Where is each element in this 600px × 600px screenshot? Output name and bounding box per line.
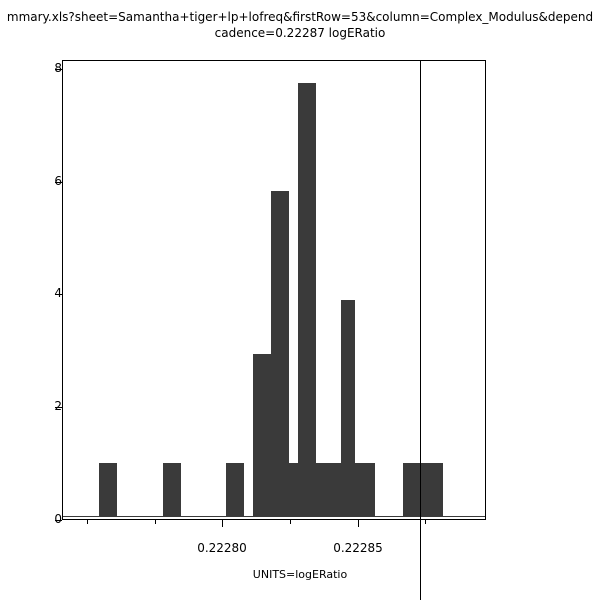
- histogram-bar: [99, 463, 117, 517]
- plot-area: [62, 60, 486, 520]
- y-tick-label-0: 0: [54, 512, 62, 526]
- histogram-bar: [316, 463, 341, 517]
- x-tick-label-1: 0.22280: [197, 541, 247, 555]
- histogram-bar: [253, 354, 271, 517]
- cursor-vline: [420, 60, 421, 600]
- x-tick-minor-3: [155, 520, 156, 524]
- y-tick-label-4: 4: [54, 286, 62, 300]
- x-tick-minor-2: [290, 520, 291, 524]
- histogram-bars: [63, 61, 485, 519]
- histogram-bar: [403, 463, 421, 517]
- x-axis-title: UNITS=logERatio: [252, 568, 348, 581]
- y-tick-label-8: 8: [54, 61, 62, 75]
- x-tick-minor-4: [425, 520, 426, 524]
- x-tick-minor-1: [87, 520, 88, 524]
- histogram-bar: [298, 83, 316, 517]
- histogram-bar: [421, 463, 443, 517]
- chart-title-line1: mmary.xls?sheet=Samantha+tiger+lp+lofreq&firstRow=53&column=Complex_Modulus&depend: [6, 10, 594, 24]
- histogram-bar: [355, 463, 375, 517]
- chart-title-line2: cadence=0.22287 logERatio: [214, 26, 386, 40]
- x-tick-major-1: [222, 520, 223, 527]
- histogram-bar: [341, 300, 355, 517]
- y-tick-label-2: 2: [54, 399, 62, 413]
- histogram-baseline: [63, 516, 485, 517]
- histogram-bar: [163, 463, 181, 517]
- histogram-bar: [226, 463, 244, 517]
- y-tick-label-6: 6: [54, 174, 62, 188]
- histogram-bar: [271, 191, 289, 517]
- x-tick-label-2: 0.22285: [333, 541, 383, 555]
- histogram-bar: [289, 463, 298, 517]
- x-tick-major-2: [358, 520, 359, 527]
